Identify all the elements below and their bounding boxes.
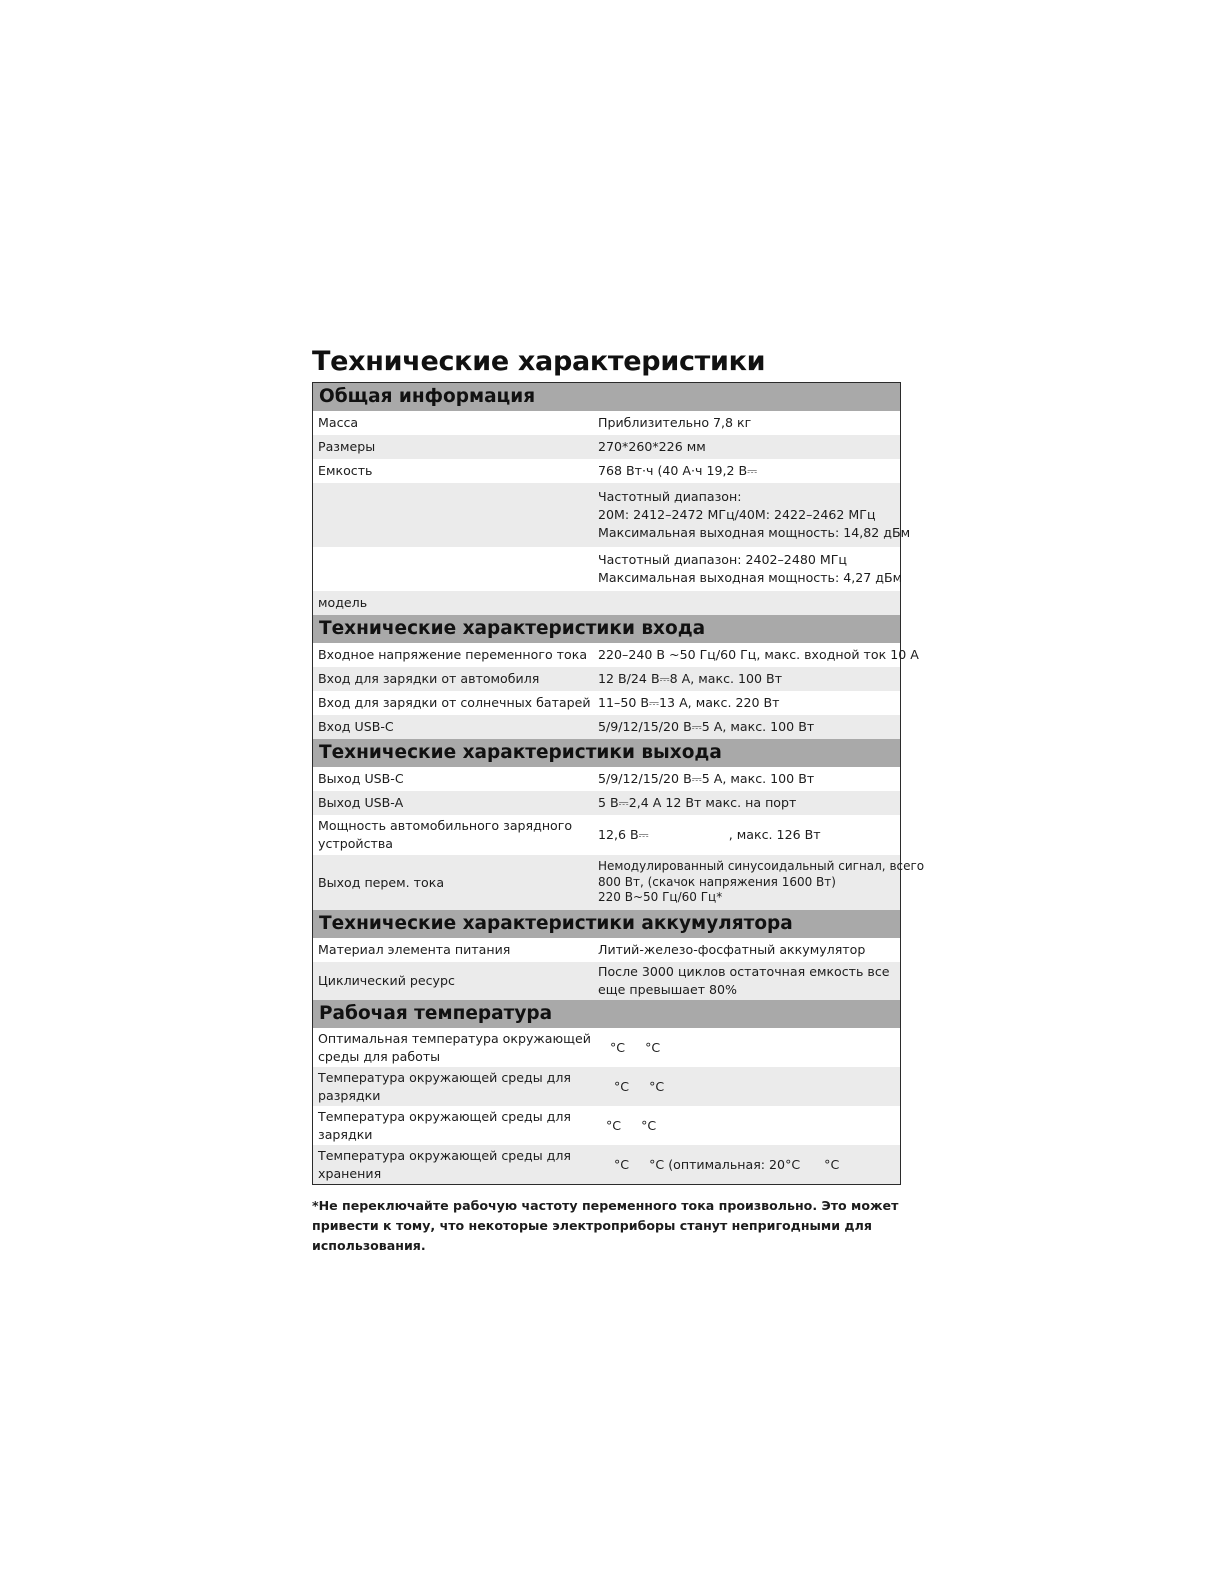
row-value xyxy=(593,1156,900,1174)
section-header: Технические характеристики аккумулятора xyxy=(313,910,900,938)
table-row xyxy=(313,1106,900,1145)
row-value-line: 768 Вт·ч (40 А·ч 19,2 В⎓ xyxy=(598,463,758,478)
table-row xyxy=(313,1067,900,1106)
row-value-line: 12 В/24 В⎓8 А, макс. 100 Вт xyxy=(598,671,783,686)
row-label: модель xyxy=(318,595,368,610)
row-value-line: 20М: 2412–2472 МГц/40М: 2422–2462 МГц xyxy=(598,507,876,522)
table-row xyxy=(313,459,900,483)
row-value-line: 220–240 В ~50 Гц/60 Гц, макс. входной ток 10 А xyxy=(598,647,919,662)
row-value-line: °C °C xyxy=(598,1078,665,1094)
row-value-line: 270*260*226 мм xyxy=(598,439,706,454)
footnote: *Не переключайте рабочую частоту переменного тока произвольно. Это может привести к тому, что некоторые электроприборы станут непригодными для использования. xyxy=(312,1198,899,1253)
row-value xyxy=(593,414,900,432)
table-row xyxy=(313,483,911,547)
section-header: Технические характеристики выхода xyxy=(313,739,900,767)
row-value xyxy=(593,488,916,542)
row-value-line: Немодулированный синусоидальный сигнал, всего xyxy=(598,859,925,874)
row-value xyxy=(593,718,900,736)
row-label: Выход USB-C xyxy=(318,771,404,786)
table-row xyxy=(313,962,900,1000)
row-value xyxy=(593,826,900,844)
row-value xyxy=(593,462,900,480)
table-row xyxy=(313,591,900,615)
table-row xyxy=(313,1028,900,1067)
table-row xyxy=(313,938,900,962)
row-label: Размеры xyxy=(318,439,376,454)
table-row xyxy=(313,435,900,459)
row-value-line: Литий-железо-фосфатный аккумулятор xyxy=(598,942,866,957)
row-label: Выход USB-A xyxy=(318,795,404,810)
table-row xyxy=(313,547,903,591)
row-value-line: Частотный диапазон: xyxy=(598,489,742,504)
row-label: Емкость xyxy=(318,463,373,478)
table-row xyxy=(313,691,900,715)
page-title: Технические характеристики xyxy=(312,346,766,377)
row-value-line: 800 Вт, (скачок напряжения 1600 Вт) xyxy=(598,874,836,889)
row-value xyxy=(593,551,908,587)
row-value xyxy=(593,438,900,456)
row-value xyxy=(593,941,900,959)
row-value-line: После 3000 циклов остаточная емкость все xyxy=(598,964,890,979)
section-header: Технические характеристики входа xyxy=(313,615,900,643)
row-value-line: Приблизительно 7,8 кг xyxy=(598,415,752,430)
row-value xyxy=(593,1117,900,1135)
row-value-line: Максимальная выходная мощность: 4,27 дБм xyxy=(598,570,903,585)
row-value-line: °C °C xyxy=(598,1039,661,1055)
table-row xyxy=(313,791,900,815)
row-label: Материал элемента питания xyxy=(318,942,511,957)
table-row xyxy=(313,815,900,855)
row-value xyxy=(593,646,925,664)
row-value-line: 220 В~50 Гц/60 Гц* xyxy=(598,890,723,905)
section-header: Общая информация xyxy=(313,383,900,411)
row-label: Мощность автомобильного зарядного устройства xyxy=(318,818,573,851)
row-value xyxy=(593,1039,900,1057)
row-label: Вход для зарядки от автомобиля xyxy=(318,671,540,686)
table-row xyxy=(313,855,925,910)
row-label: Вход USB-C xyxy=(318,719,394,734)
row-value xyxy=(593,694,900,712)
row-value-line: 5 В⎓2,4 А 12 Вт макс. на порт xyxy=(598,795,797,810)
row-label: Масса xyxy=(318,415,359,430)
row-label: Температура окружающей среды для хранения xyxy=(318,1147,572,1181)
row-label: Вход для зарядки от солнечных батарей xyxy=(318,695,591,710)
row-value-line: 12,6 В⎓ , макс. 126 Вт xyxy=(598,827,821,842)
row-label: Температура окружающей среды для разрядки xyxy=(318,1069,572,1103)
table-row xyxy=(313,1145,900,1184)
row-value-line: 5/9/12/15/20 В⎓5 А, макс. 100 Вт xyxy=(598,771,815,786)
row-value-line: 5/9/12/15/20 В⎓5 А, макс. 100 Вт xyxy=(598,719,815,734)
row-value-line: 11–50 В⎓13 А, макс. 220 Вт xyxy=(598,695,780,710)
table-row xyxy=(313,767,900,791)
row-label: Выход перем. тока xyxy=(318,874,445,890)
row-label: Температура окружающей среды для зарядки xyxy=(318,1108,572,1142)
row-value xyxy=(593,794,900,812)
row-value-line: °C °C xyxy=(598,1117,657,1133)
row-value-line: Максимальная выходная мощность: 14,82 дБм xyxy=(598,525,911,540)
row-value-line: °C °C (оптимальная: 20°C °C xyxy=(598,1156,840,1172)
row-value xyxy=(593,1078,900,1096)
row-label: Оптимальная температура окружающей среды для работы xyxy=(318,1030,591,1064)
row-value xyxy=(593,770,900,788)
table-row xyxy=(313,411,900,435)
row-value xyxy=(593,963,900,999)
row-value xyxy=(593,670,900,688)
row-value-line: еще превышает 80% xyxy=(598,982,738,997)
row-label: Входное напряжение переменного тока xyxy=(318,647,588,662)
table-row xyxy=(313,643,919,667)
row-value-line: Частотный диапазон: 2402–2480 МГц xyxy=(598,552,847,567)
row-label: Циклический ресурс xyxy=(318,973,455,988)
section-header: Рабочая температура xyxy=(313,1000,900,1028)
table-row xyxy=(313,667,900,691)
row-value xyxy=(593,859,930,906)
spec-table xyxy=(312,382,925,1185)
table-row xyxy=(313,715,900,739)
